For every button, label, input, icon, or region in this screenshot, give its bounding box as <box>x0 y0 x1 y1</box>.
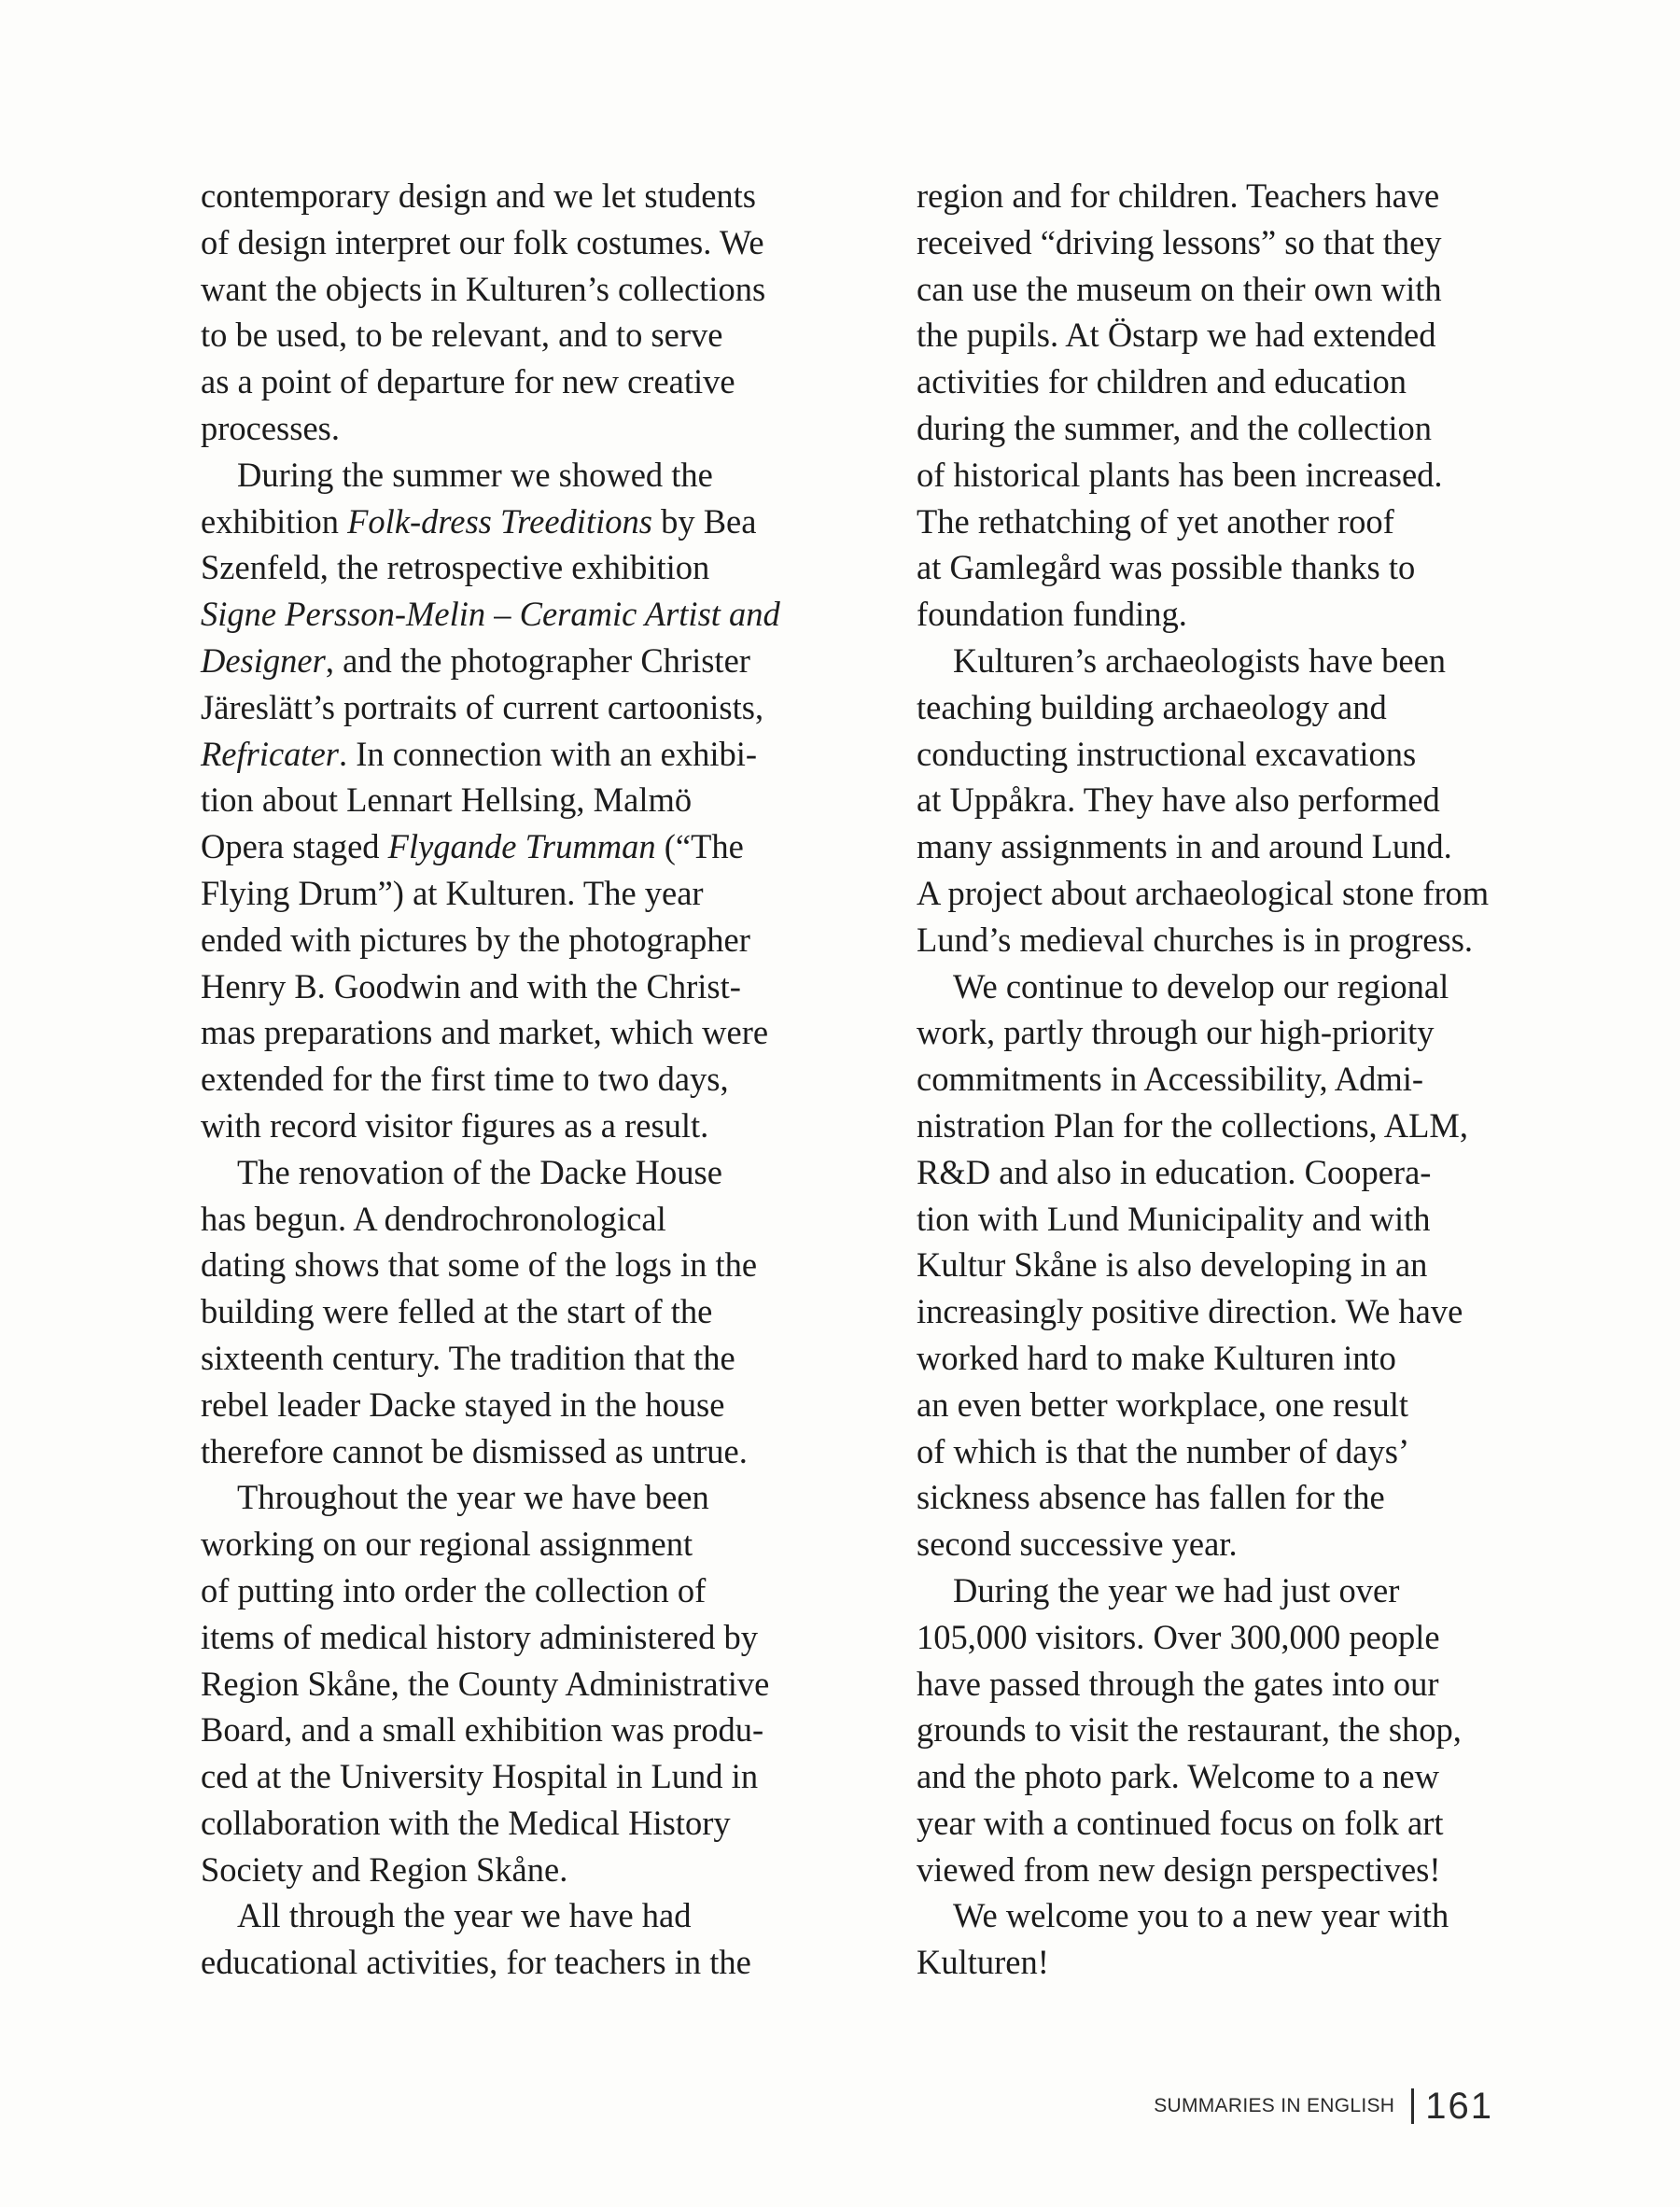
text-line: Opera staged Flygande Trumman (“The <box>201 827 744 866</box>
text-line: at Gamlegård was possible thanks to <box>917 548 1416 587</box>
text-line: of which is that the number of days’ <box>917 1431 1410 1470</box>
text-line: R&D and also in education. Coopera- <box>917 1152 1432 1191</box>
text-line: tion with Lund Municipality and with <box>917 1199 1431 1238</box>
text-line: Kulturen! <box>917 1943 1049 1982</box>
text-line: During the year we had just over <box>953 1570 1400 1610</box>
text-line: foundation funding. <box>917 595 1187 634</box>
text-line: sixteenth century. The tradition that the <box>201 1338 735 1377</box>
text-column-left <box>201 173 854 1986</box>
text-line: During the summer we showed the <box>237 455 713 494</box>
page-number: 161 <box>1425 2085 1493 2127</box>
text-line: of putting into order the collection of <box>201 1570 707 1610</box>
text-line: Flying Drum”) at Kulturen. The year <box>201 873 704 912</box>
text-line: Board, and a small exhibition was produ- <box>201 1710 764 1750</box>
text-line: items of medical history administered by <box>201 1617 759 1656</box>
text-line: teaching building archaeology and <box>917 687 1387 726</box>
text-line: conducting instructional excavations <box>917 734 1417 773</box>
text-line: worked hard to make Kulturen into <box>917 1338 1396 1377</box>
text-line: working on our regional assignment <box>201 1525 693 1564</box>
text-line: an even better workplace, one result <box>917 1385 1408 1424</box>
text-line: exhibition Folk-dress Treeditions by Bea <box>201 501 757 541</box>
text-line: year with a continued focus on folk art <box>917 1803 1444 1842</box>
text-line: nistration Plan for the collections, ALM, <box>917 1105 1469 1145</box>
page-footer <box>1120 2078 1493 2134</box>
text-line: The rethatching of yet another roof <box>917 501 1394 541</box>
text-line: Signe Persson-Melin – Ceramic Artist and <box>201 595 780 634</box>
text-line: dating shows that some of the logs in the <box>201 1245 758 1285</box>
text-line: mas preparations and market, which were <box>201 1013 769 1052</box>
text-line: Throughout the year we have been <box>237 1478 709 1517</box>
text-line: as a point of departure for new creative <box>201 362 735 401</box>
text-line: Kulturen’s archaeologists have been <box>953 640 1447 680</box>
footer-divider <box>1411 2088 1414 2124</box>
text-line: collaboration with the Medical History <box>201 1803 731 1842</box>
text-line: to be used, to be relevant, and to serve <box>201 316 723 355</box>
text-line: The renovation of the Dacke House <box>237 1152 722 1191</box>
text-line: and the photo park. Welcome to a new <box>917 1757 1439 1796</box>
text-line: work, partly through our high-priority <box>917 1013 1435 1052</box>
text-column-right <box>917 173 1570 1986</box>
text-line: sickness absence has fallen for the <box>917 1478 1385 1517</box>
text-line: ced at the University Hospital in Lund in <box>201 1757 759 1796</box>
text-line: rebel leader Dacke stayed in the house <box>201 1385 725 1424</box>
text-line: with record visitor figures as a result. <box>201 1105 709 1145</box>
text-line: tion about Lennart Hellsing, Malmö <box>201 780 693 820</box>
text-line: Szenfeld, the retrospective exhibition <box>201 548 710 587</box>
text-line: at Uppåkra. They have also performed <box>917 780 1440 820</box>
text-line: A project about archaeological stone from <box>917 873 1490 912</box>
text-line: of design interpret our folk costumes. We <box>201 222 764 261</box>
text-line: ended with pictures by the photographer <box>201 920 750 959</box>
text-line: increasingly positive direction. We have <box>917 1292 1463 1331</box>
text-line: therefore cannot be dismissed as untrue. <box>201 1431 748 1470</box>
running-footer-section: SUMMARIES IN ENGLISH <box>1154 2095 1395 2116</box>
text-line: We continue to develop our regional <box>953 966 1449 1005</box>
text-line: Designer, and the photographer Christer <box>201 640 750 680</box>
text-line: activities for children and education <box>917 362 1407 401</box>
text-line: during the summer, and the collection <box>917 408 1432 447</box>
text-line: many assignments in and around Lund. <box>917 827 1452 866</box>
text-line: Kultur Skåne is also developing in an <box>917 1245 1428 1285</box>
text-line: can use the museum on their own with <box>917 269 1442 308</box>
text-line: has begun. A dendrochronological <box>201 1199 666 1238</box>
text-line: grounds to visit the restaurant, the shop, <box>917 1710 1462 1750</box>
text-line: contemporary design and we let students <box>201 176 756 215</box>
text-line: want the objects in Kulturen’s collections <box>201 269 766 308</box>
text-line: Henry B. Goodwin and with the Christ- <box>201 966 741 1005</box>
text-line: Refricater. In connection with an exhibi- <box>201 734 758 773</box>
text-line: building were felled at the start of the <box>201 1292 713 1331</box>
text-line: received “driving lessons” so that they <box>917 222 1442 261</box>
text-line: region and for children. Teachers have <box>917 176 1440 215</box>
text-line: We welcome you to a new year with <box>953 1896 1449 1935</box>
text-line: have passed through the gates into our <box>917 1664 1439 1703</box>
text-line: 105,000 visitors. Over 300,000 people <box>917 1617 1440 1656</box>
text-line: the pupils. At Östarp we had extended <box>917 316 1436 355</box>
text-line: All through the year we have had <box>237 1896 692 1935</box>
text-line: extended for the first time to two days, <box>201 1060 729 1099</box>
text-line: viewed from new design perspectives! <box>917 1849 1441 1889</box>
text-line: Region Skåne, the County Administrative <box>201 1664 770 1703</box>
text-line: Society and Region Skåne. <box>201 1849 568 1889</box>
text-line: processes. <box>201 408 340 447</box>
text-line: Lund’s medieval churches is in progress. <box>917 920 1474 959</box>
text-line: of historical plants has been increased. <box>917 455 1443 494</box>
text-line: educational activities, for teachers in the <box>201 1943 751 1982</box>
text-line: second successive year. <box>917 1525 1238 1564</box>
text-line: commitments in Accessibility, Admi- <box>917 1060 1424 1099</box>
text-line: Järeslätt’s portraits of current cartoonists, <box>201 687 764 726</box>
